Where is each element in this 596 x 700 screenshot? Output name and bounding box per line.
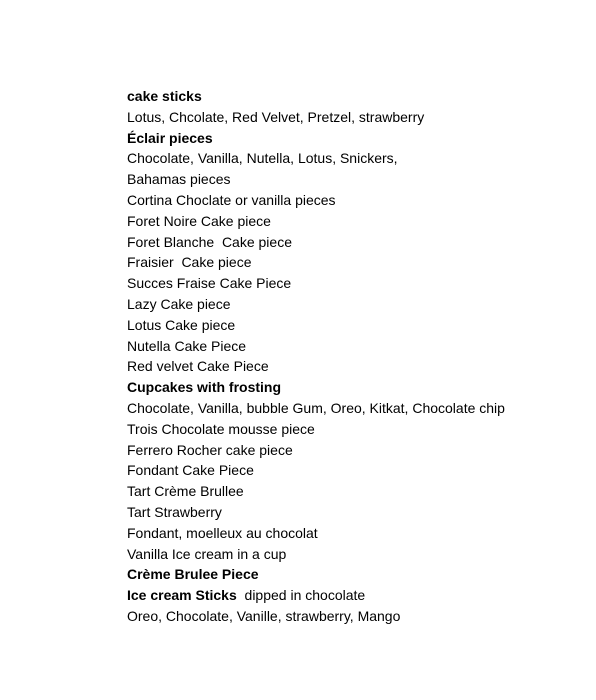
menu-heading-suffix: dipped in chocolate bbox=[236, 587, 366, 604]
menu-item: Fondant, moelleux au chocolat bbox=[127, 524, 318, 541]
menu-item: Vanilla Ice cream in a cup bbox=[127, 545, 287, 562]
menu-item: Chocolate, Vanilla, Nutella, Lotus, Snickers, bbox=[127, 150, 398, 167]
menu-item: Nutella Cake Piece bbox=[127, 337, 247, 354]
menu-heading: Crème Brulee Piece bbox=[127, 566, 259, 583]
menu-heading-text: Ice cream Sticks bbox=[127, 587, 237, 604]
menu-item: Lazy Cake piece bbox=[127, 295, 231, 312]
menu-item: Lotus Cake piece bbox=[127, 316, 236, 333]
menu-item: Ferrero Rocher cake piece bbox=[127, 441, 293, 458]
menu-item: Foret Noire Cake piece bbox=[127, 212, 271, 229]
menu-heading: Cupcakes with frosting bbox=[127, 379, 282, 396]
menu-item: Lotus, Chcolate, Red Velvet, Pretzel, strawberry bbox=[127, 108, 425, 125]
menu-heading bbox=[127, 585, 567, 606]
menu-item: Chocolate, Vanilla, bubble Gum, Oreo, Kitkat, Chocolate chip bbox=[127, 399, 505, 416]
menu-item: Red velvet Cake Piece bbox=[127, 358, 269, 375]
menu-heading: Éclair pieces bbox=[127, 129, 213, 146]
menu-item: Tart Strawberry bbox=[127, 503, 222, 520]
menu-item: Succes Fraise Cake Piece bbox=[127, 275, 292, 292]
menu-item: Trois Chocolate mousse piece bbox=[127, 420, 315, 437]
menu-heading: cake sticks bbox=[127, 88, 202, 104]
menu-item: Oreo, Chocolate, Vanille, strawberry, Mango bbox=[127, 607, 401, 624]
menu-list bbox=[127, 86, 567, 627]
menu-item: Tart Crème Brullee bbox=[127, 483, 244, 500]
menu-item: Foret Blanche Cake piece bbox=[127, 233, 292, 250]
menu-item: Cortina Choclate or vanilla pieces bbox=[127, 191, 336, 208]
menu-item: Bahamas pieces bbox=[127, 171, 231, 188]
menu-item: Fondant Cake Piece bbox=[127, 462, 254, 479]
menu-item: Fraisier Cake piece bbox=[127, 254, 252, 271]
